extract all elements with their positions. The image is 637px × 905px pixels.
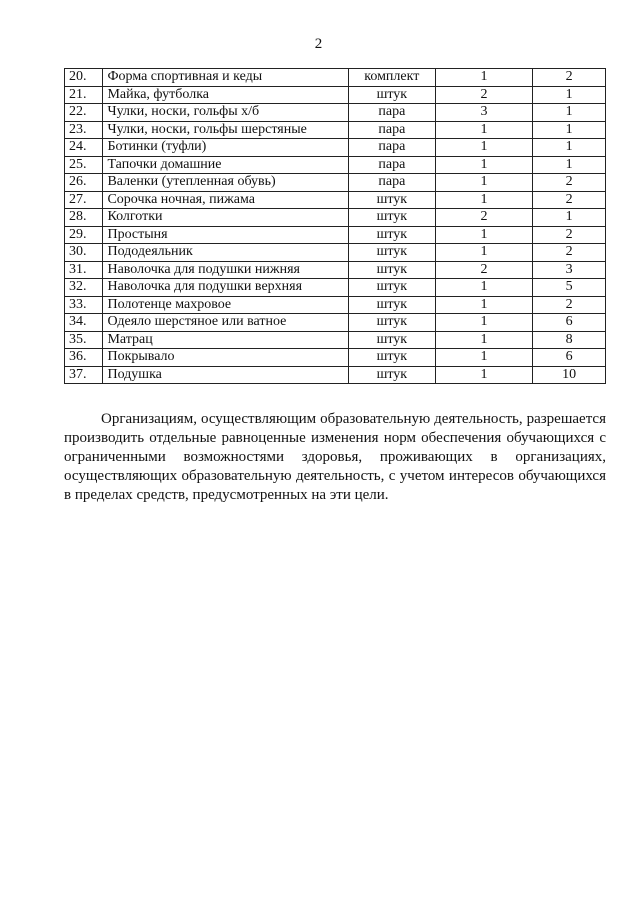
table-row bbox=[65, 139, 606, 157]
item-name-cell: Наволочка для подушки верхняя bbox=[103, 279, 348, 297]
item-name-cell: Форма спортивная и кеды bbox=[103, 69, 348, 87]
table-row bbox=[65, 226, 606, 244]
table-row bbox=[65, 244, 606, 262]
item-name-cell: Чулки, носки, гольфы х/б bbox=[103, 104, 348, 122]
quantity-cell: 3 bbox=[435, 104, 532, 122]
quantity-cell: 1 bbox=[435, 349, 532, 367]
wear-period-cell: 1 bbox=[533, 156, 606, 174]
unit-cell: штук bbox=[348, 296, 435, 314]
item-name-cell: Пододеяльник bbox=[103, 244, 348, 262]
wear-period-cell: 2 bbox=[533, 174, 606, 192]
table-row bbox=[65, 349, 606, 367]
wear-period-cell: 2 bbox=[533, 296, 606, 314]
wear-period-cell: 2 bbox=[533, 69, 606, 87]
row-number-cell: 26. bbox=[65, 174, 103, 192]
row-number-cell: 29. bbox=[65, 226, 103, 244]
item-name-cell: Валенки (утепленная обувь) bbox=[103, 174, 348, 192]
row-number-cell: 35. bbox=[65, 331, 103, 349]
quantity-cell: 2 bbox=[435, 209, 532, 227]
row-number-cell: 23. bbox=[65, 121, 103, 139]
unit-cell: штук bbox=[348, 349, 435, 367]
quantity-cell: 1 bbox=[435, 314, 532, 332]
row-number-cell: 31. bbox=[65, 261, 103, 279]
row-number-cell: 22. bbox=[65, 104, 103, 122]
unit-cell: пара bbox=[348, 121, 435, 139]
wear-period-cell: 5 bbox=[533, 279, 606, 297]
row-number-cell: 32. bbox=[65, 279, 103, 297]
quantity-cell: 1 bbox=[435, 174, 532, 192]
page-number: 2 bbox=[314, 36, 323, 52]
unit-cell: пара bbox=[348, 104, 435, 122]
row-number-cell: 28. bbox=[65, 209, 103, 227]
unit-cell: штук bbox=[348, 331, 435, 349]
quantity-cell: 1 bbox=[435, 296, 532, 314]
row-number-cell: 36. bbox=[65, 349, 103, 367]
quantity-cell: 2 bbox=[435, 86, 532, 104]
table-row bbox=[65, 174, 606, 192]
norms-table bbox=[64, 68, 606, 384]
item-name-cell: Наволочка для подушки нижняя bbox=[103, 261, 348, 279]
quantity-cell: 1 bbox=[435, 121, 532, 139]
wear-period-cell: 6 bbox=[533, 349, 606, 367]
unit-cell: штук bbox=[348, 209, 435, 227]
item-name-cell: Матрац bbox=[103, 331, 348, 349]
row-number-cell: 21. bbox=[65, 86, 103, 104]
quantity-cell: 1 bbox=[435, 331, 532, 349]
wear-period-cell: 1 bbox=[533, 139, 606, 157]
quantity-cell: 1 bbox=[435, 191, 532, 209]
unit-cell: штук bbox=[348, 279, 435, 297]
wear-period-cell: 6 bbox=[533, 314, 606, 332]
quantity-cell: 1 bbox=[435, 244, 532, 262]
table-row bbox=[65, 366, 606, 384]
table-row bbox=[65, 86, 606, 104]
item-name-cell: Одеяло шерстяное или ватное bbox=[103, 314, 348, 332]
row-number-cell: 27. bbox=[65, 191, 103, 209]
table-row bbox=[65, 314, 606, 332]
wear-period-cell: 1 bbox=[533, 86, 606, 104]
table-row bbox=[65, 279, 606, 297]
wear-period-cell: 8 bbox=[533, 331, 606, 349]
unit-cell: штук bbox=[348, 191, 435, 209]
quantity-cell: 1 bbox=[435, 139, 532, 157]
item-name-cell: Полотенце махровое bbox=[103, 296, 348, 314]
unit-cell: пара bbox=[348, 174, 435, 192]
item-name-cell: Тапочки домашние bbox=[103, 156, 348, 174]
body-paragraph: Организациям, осуществляющим образовательную деятельность, разрешается производить отдельные равноценные изменения норм обеспечения обучающихся с ограниченными возможностями здоровья, проживающих в организациях, осуществляющих образовательную деятельность, с учетом интересов обучающихся в пределах средств, предусмотренных на эти цели. bbox=[64, 411, 606, 503]
quantity-cell: 1 bbox=[435, 156, 532, 174]
norms-table-body bbox=[65, 69, 606, 384]
item-name-cell: Майка, футболка bbox=[103, 86, 348, 104]
item-name-cell: Простыня bbox=[103, 226, 348, 244]
item-name-cell: Сорочка ночная, пижама bbox=[103, 191, 348, 209]
row-number-cell: 34. bbox=[65, 314, 103, 332]
item-name-cell: Колготки bbox=[103, 209, 348, 227]
item-name-cell: Покрывало bbox=[103, 349, 348, 367]
unit-cell: комплект bbox=[348, 69, 435, 87]
quantity-cell: 1 bbox=[435, 366, 532, 384]
unit-cell: штук bbox=[348, 366, 435, 384]
table-row bbox=[65, 191, 606, 209]
quantity-cell: 1 bbox=[435, 226, 532, 244]
unit-cell: штук bbox=[348, 244, 435, 262]
quantity-cell: 1 bbox=[435, 279, 532, 297]
row-number-cell: 33. bbox=[65, 296, 103, 314]
table-row bbox=[65, 69, 606, 87]
unit-cell: штук bbox=[348, 314, 435, 332]
unit-cell: штук bbox=[348, 86, 435, 104]
row-number-cell: 24. bbox=[65, 139, 103, 157]
unit-cell: пара bbox=[348, 139, 435, 157]
row-number-cell: 25. bbox=[65, 156, 103, 174]
table-row bbox=[65, 104, 606, 122]
wear-period-cell: 1 bbox=[533, 121, 606, 139]
table-row bbox=[65, 331, 606, 349]
unit-cell: пара bbox=[348, 156, 435, 174]
wear-period-cell: 3 bbox=[533, 261, 606, 279]
item-name-cell: Ботинки (туфли) bbox=[103, 139, 348, 157]
table-row bbox=[65, 209, 606, 227]
row-number-cell: 37. bbox=[65, 366, 103, 384]
unit-cell: штук bbox=[348, 226, 435, 244]
row-number-cell: 20. bbox=[65, 69, 103, 87]
wear-period-cell: 2 bbox=[533, 226, 606, 244]
unit-cell: штук bbox=[348, 261, 435, 279]
table-row bbox=[65, 296, 606, 314]
wear-period-cell: 1 bbox=[533, 104, 606, 122]
table-row bbox=[65, 261, 606, 279]
wear-period-cell: 2 bbox=[533, 244, 606, 262]
wear-period-cell: 2 bbox=[533, 191, 606, 209]
quantity-cell: 1 bbox=[435, 69, 532, 87]
item-name-cell: Чулки, носки, гольфы шерстяные bbox=[103, 121, 348, 139]
wear-period-cell: 10 bbox=[533, 366, 606, 384]
table-row bbox=[65, 156, 606, 174]
item-name-cell: Подушка bbox=[103, 366, 348, 384]
wear-period-cell: 1 bbox=[533, 209, 606, 227]
table-row bbox=[65, 121, 606, 139]
quantity-cell: 2 bbox=[435, 261, 532, 279]
row-number-cell: 30. bbox=[65, 244, 103, 262]
